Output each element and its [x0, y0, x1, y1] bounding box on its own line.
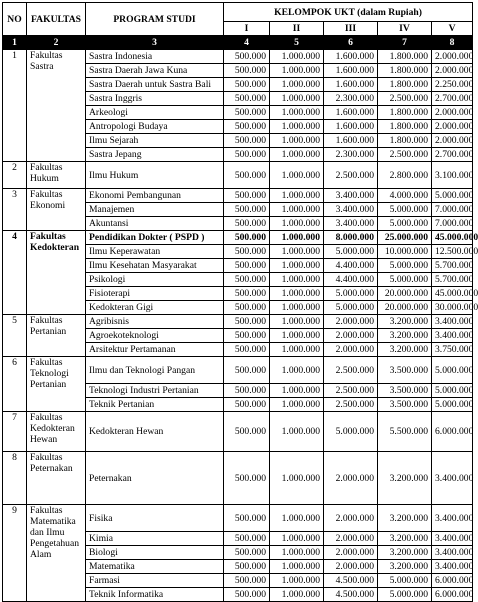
ukt-value-group-iv: 3.200.000: [378, 329, 432, 343]
column-number: 6: [324, 36, 378, 50]
ukt-value-group-iv: 3.200.000: [378, 505, 432, 532]
ukt-value-group-i: 500.000: [224, 546, 270, 560]
ukt-value-group-iv: 5.000.000: [378, 259, 432, 273]
faculty-number: 8: [3, 452, 27, 505]
ukt-value-group-v: 2.000.000: [432, 134, 473, 148]
ukt-value-group-v: 3.400.000: [432, 452, 473, 505]
ukt-value-group-i: 500.000: [224, 148, 270, 162]
ukt-value-group-v: 6.000.000: [432, 412, 473, 452]
ukt-value-group-iii: 2.000.000: [324, 546, 378, 560]
ukt-value-group-ii: 1.000.000: [270, 134, 324, 148]
header-group-i: I: [224, 22, 270, 36]
ukt-value-group-v: 5.000.000: [432, 189, 473, 203]
program-name: Teknologi Industri Pertanian: [86, 384, 224, 398]
ukt-value-group-i: 500.000: [224, 92, 270, 106]
faculty-name: Fakultas Kedokteran Hewan: [27, 412, 86, 452]
ukt-value-group-iii: 1.600.000: [324, 120, 378, 134]
program-name: Fisika: [86, 505, 224, 532]
ukt-value-group-v: 2.700.000: [432, 148, 473, 162]
column-number: 5: [270, 36, 324, 50]
program-name: Teknik Informatika: [86, 588, 224, 602]
program-name: Fisioterapi: [86, 287, 224, 301]
ukt-value-group-iv: 5.000.000: [378, 588, 432, 602]
ukt-value-group-iii: 4.400.000: [324, 273, 378, 287]
ukt-value-group-i: 500.000: [224, 315, 270, 329]
faculty-number: 6: [3, 357, 27, 412]
ukt-value-group-iv: 1.800.000: [378, 50, 432, 64]
program-name: Matematika: [86, 560, 224, 574]
ukt-value-group-iv: 10.000.000: [378, 245, 432, 259]
table-row: [3, 315, 473, 329]
ukt-value-group-iv: 3.500.000: [378, 398, 432, 412]
ukt-value-group-ii: 1.000.000: [270, 329, 324, 343]
program-name: Psikologi: [86, 273, 224, 287]
column-number: 7: [378, 36, 432, 50]
ukt-value-group-iii: 5.000.000: [324, 287, 378, 301]
ukt-value-group-iii: 5.000.000: [324, 245, 378, 259]
ukt-value-group-ii: 1.000.000: [270, 315, 324, 329]
ukt-value-group-iii: 2.000.000: [324, 452, 378, 505]
ukt-value-group-i: 500.000: [224, 203, 270, 217]
ukt-value-group-iv: 1.800.000: [378, 78, 432, 92]
ukt-value-group-iv: 5.000.000: [378, 273, 432, 287]
ukt-value-group-i: 500.000: [224, 78, 270, 92]
ukt-value-group-iii: 3.400.000: [324, 189, 378, 203]
ukt-value-group-iv: 3.200.000: [378, 343, 432, 357]
ukt-value-group-ii: 1.000.000: [270, 546, 324, 560]
ukt-value-group-ii: 1.000.000: [270, 560, 324, 574]
ukt-value-group-v: 5.000.000: [432, 384, 473, 398]
ukt-value-group-v: 3.100.000: [432, 162, 473, 189]
ukt-value-group-i: 500.000: [224, 64, 270, 78]
program-name: Sastra Jepang: [86, 148, 224, 162]
header-group-iii: III: [324, 22, 378, 36]
ukt-value-group-iv: 1.800.000: [378, 64, 432, 78]
header-fakultas: FAKULTAS: [27, 3, 86, 36]
column-number: 2: [27, 36, 86, 50]
ukt-value-group-iii: 2.000.000: [324, 560, 378, 574]
program-name: Agroekoteknologi: [86, 329, 224, 343]
ukt-value-group-v: 3.750.000: [432, 343, 473, 357]
program-name: Pendidikan Dokter ( PSPD ): [86, 231, 224, 245]
ukt-value-group-ii: 1.000.000: [270, 343, 324, 357]
ukt-value-group-ii: 1.000.000: [270, 189, 324, 203]
ukt-value-group-i: 500.000: [224, 273, 270, 287]
ukt-value-group-v: 3.400.000: [432, 532, 473, 546]
ukt-value-group-iv: 3.200.000: [378, 452, 432, 505]
header-no: NO: [3, 3, 27, 36]
ukt-value-group-i: 500.000: [224, 452, 270, 505]
table-body: [3, 50, 478, 602]
ukt-value-group-i: 500.000: [224, 245, 270, 259]
ukt-value-group-ii: 1.000.000: [270, 357, 324, 384]
faculty-number: 5: [3, 315, 27, 357]
ukt-value-group-v: 3.400.000: [432, 505, 473, 532]
faculty-name: Fakultas Matematika dan Ilmu Pengetahuan Alam: [27, 505, 86, 602]
ukt-value-group-i: 500.000: [224, 259, 270, 273]
program-name: Sastra Daerah Jawa Kuna: [86, 64, 224, 78]
program-name: Kimia: [86, 532, 224, 546]
ukt-value-group-iii: 2.000.000: [324, 343, 378, 357]
ukt-value-group-iv: 3.500.000: [378, 357, 432, 384]
ukt-value-group-iii: 2.000.000: [324, 532, 378, 546]
table-row: [3, 452, 473, 505]
ukt-value-group-i: 500.000: [224, 134, 270, 148]
ukt-value-group-v: 3.400.000: [432, 546, 473, 560]
ukt-value-group-v: 6.000.000: [432, 588, 473, 602]
table-row: [3, 189, 473, 203]
table-row: [3, 50, 473, 64]
ukt-value-group-ii: 1.000.000: [270, 64, 324, 78]
ukt-value-group-v: 2.000.000: [432, 120, 473, 134]
ukt-value-group-iii: 1.600.000: [324, 64, 378, 78]
program-name: Ilmu Hukum: [86, 162, 224, 189]
program-name: Teknik Pertanian: [86, 398, 224, 412]
ukt-value-group-iv: 3.200.000: [378, 546, 432, 560]
header-program-studi: PROGRAM STUDI: [86, 3, 224, 36]
ukt-value-group-iv: 1.800.000: [378, 106, 432, 120]
program-name: Peternakan: [86, 452, 224, 505]
ukt-value-group-iv: 3.200.000: [378, 315, 432, 329]
ukt-value-group-i: 500.000: [224, 287, 270, 301]
ukt-value-group-iii: 4.500.000: [324, 588, 378, 602]
program-name: Kedokteran Gigi: [86, 301, 224, 315]
faculty-name: Fakultas Hukum: [27, 162, 86, 189]
ukt-value-group-iv: 5.500.000: [378, 412, 432, 452]
ukt-value-group-ii: 1.000.000: [270, 259, 324, 273]
ukt-value-group-v: 30.000.000: [432, 301, 473, 315]
ukt-value-group-ii: 1.000.000: [270, 452, 324, 505]
ukt-value-group-v: 7.000.000: [432, 203, 473, 217]
ukt-value-group-i: 500.000: [224, 329, 270, 343]
ukt-value-group-i: 500.000: [224, 231, 270, 245]
ukt-value-group-iii: 5.000.000: [324, 412, 378, 452]
ukt-value-group-iii: 2.000.000: [324, 329, 378, 343]
ukt-value-group-iii: 1.600.000: [324, 106, 378, 120]
ukt-value-group-ii: 1.000.000: [270, 231, 324, 245]
ukt-value-group-i: 500.000: [224, 162, 270, 189]
ukt-value-group-iv: 5.000.000: [378, 203, 432, 217]
ukt-value-group-i: 500.000: [224, 217, 270, 231]
ukt-value-group-i: 500.000: [224, 50, 270, 64]
ukt-value-group-iii: 2.300.000: [324, 92, 378, 106]
program-name: Manajemen: [86, 203, 224, 217]
ukt-value-group-iii: 5.000.000: [324, 301, 378, 315]
ukt-value-group-i: 500.000: [224, 106, 270, 120]
faculty-number: 9: [3, 505, 27, 602]
ukt-value-group-i: 500.000: [224, 505, 270, 532]
ukt-value-group-iv: 1.800.000: [378, 134, 432, 148]
ukt-value-group-iii: 2.500.000: [324, 398, 378, 412]
ukt-value-group-iv: 2.500.000: [378, 92, 432, 106]
ukt-value-group-iv: 3.200.000: [378, 560, 432, 574]
ukt-value-group-iii: 1.600.000: [324, 78, 378, 92]
ukt-value-group-ii: 1.000.000: [270, 50, 324, 64]
ukt-value-group-ii: 1.000.000: [270, 120, 324, 134]
ukt-value-group-i: 500.000: [224, 301, 270, 315]
column-number: 3: [86, 36, 224, 50]
ukt-value-group-iv: 20.000.000: [378, 287, 432, 301]
header-row: [3, 3, 473, 22]
ukt-value-group-iii: 3.400.000: [324, 217, 378, 231]
ukt-value-group-v: 3.400.000: [432, 329, 473, 343]
ukt-value-group-iv: 25.000.000: [378, 231, 432, 245]
ukt-value-group-ii: 1.000.000: [270, 412, 324, 452]
ukt-table: [2, 2, 478, 602]
program-name: Arkeologi: [86, 106, 224, 120]
ukt-value-group-iii: 1.600.000: [324, 134, 378, 148]
table-row: [3, 357, 473, 384]
ukt-value-group-i: 500.000: [224, 560, 270, 574]
program-name: Ilmu Kesehatan Masyarakat: [86, 259, 224, 273]
faculty-number: 1: [3, 50, 27, 162]
ukt-value-group-v: 2.250.000: [432, 78, 473, 92]
column-number: 8: [432, 36, 473, 50]
ukt-value-group-i: 500.000: [224, 588, 270, 602]
ukt-value-group-ii: 1.000.000: [270, 398, 324, 412]
ukt-value-group-iii: 2.500.000: [324, 357, 378, 384]
ukt-value-group-ii: 1.000.000: [270, 106, 324, 120]
faculty-number: 2: [3, 162, 27, 189]
program-name: Farmasi: [86, 574, 224, 588]
program-name: Arsitektur Pertamanan: [86, 343, 224, 357]
faculty-name: Fakultas Teknologi Pertanian: [27, 357, 86, 412]
ukt-value-group-iii: 3.400.000: [324, 203, 378, 217]
ukt-value-group-ii: 1.000.000: [270, 148, 324, 162]
program-name: Biologi: [86, 546, 224, 560]
ukt-value-group-ii: 1.000.000: [270, 574, 324, 588]
ukt-value-group-iv: 20.000.000: [378, 301, 432, 315]
faculty-name: Fakultas Ekonomi: [27, 189, 86, 231]
ukt-value-group-i: 500.000: [224, 189, 270, 203]
ukt-value-group-ii: 1.000.000: [270, 505, 324, 532]
ukt-value-group-iv: 1.800.000: [378, 120, 432, 134]
faculty-name: Fakultas Sastra: [27, 50, 86, 162]
ukt-value-group-ii: 1.000.000: [270, 78, 324, 92]
ukt-value-group-ii: 1.000.000: [270, 301, 324, 315]
ukt-value-group-v: 3.400.000: [432, 560, 473, 574]
faculty-name: Fakultas Pertanian: [27, 315, 86, 357]
ukt-value-group-ii: 1.000.000: [270, 287, 324, 301]
ukt-value-group-v: 2.000.000: [432, 50, 473, 64]
program-name: Sastra Inggris: [86, 92, 224, 106]
program-name: Sastra Daerah untuk Sastra Bali: [86, 78, 224, 92]
ukt-value-group-iii: 4.400.000: [324, 259, 378, 273]
column-number: 4: [224, 36, 270, 50]
header-kelompok-ukt: KELOMPOK UKT (dalam Rupiah): [224, 3, 473, 22]
ukt-value-group-iii: 4.500.000: [324, 574, 378, 588]
ukt-value-group-v: 2.000.000: [432, 64, 473, 78]
header-group-iv: IV: [378, 22, 432, 36]
ukt-value-group-iii: 2.000.000: [324, 505, 378, 532]
ukt-value-group-ii: 1.000.000: [270, 532, 324, 546]
faculty-number: 3: [3, 189, 27, 231]
program-name: Kedokteran Hewan: [86, 412, 224, 452]
program-name: Ilmu Sejarah: [86, 134, 224, 148]
ukt-value-group-iv: 5.000.000: [378, 574, 432, 588]
header-group-ii: II: [270, 22, 324, 36]
faculty-number: 4: [3, 231, 27, 315]
ukt-value-group-v: 5.700.000: [432, 259, 473, 273]
ukt-value-group-i: 500.000: [224, 532, 270, 546]
ukt-value-group-iii: 2.000.000: [324, 315, 378, 329]
header-group-v: V: [432, 22, 473, 36]
ukt-value-group-iii: 8.000.000: [324, 231, 378, 245]
ukt-value-group-iii: 2.300.000: [324, 148, 378, 162]
ukt-value-group-v: 7.000.000: [432, 217, 473, 231]
ukt-value-group-iv: 3.500.000: [378, 384, 432, 398]
program-name: Sastra Indonesia: [86, 50, 224, 64]
table-row: [3, 231, 473, 245]
ukt-value-group-ii: 1.000.000: [270, 273, 324, 287]
ukt-value-group-ii: 1.000.000: [270, 162, 324, 189]
faculty-number: 7: [3, 412, 27, 452]
program-name: Agribisnis: [86, 315, 224, 329]
ukt-value-group-v: 3.400.000: [432, 315, 473, 329]
ukt-value-group-v: 2.700.000: [432, 92, 473, 106]
column-number: 1: [3, 36, 27, 50]
program-name: Ekonomi Pembangunan: [86, 189, 224, 203]
ukt-value-group-i: 500.000: [224, 412, 270, 452]
table-row: [3, 505, 473, 532]
ukt-value-group-i: 500.000: [224, 357, 270, 384]
ukt-value-group-v: 45.000.000: [432, 287, 473, 301]
ukt-value-group-i: 500.000: [224, 574, 270, 588]
column-number-row: [3, 36, 473, 50]
program-name: Ilmu dan Teknologi Pangan: [86, 357, 224, 384]
ukt-value-group-iii: 2.500.000: [324, 384, 378, 398]
ukt-value-group-iv: 2.800.000: [378, 162, 432, 189]
program-name: Akuntansi: [86, 217, 224, 231]
program-name: Ilmu Keperawatan: [86, 245, 224, 259]
ukt-value-group-ii: 1.000.000: [270, 92, 324, 106]
ukt-value-group-iii: 2.500.000: [324, 162, 378, 189]
ukt-value-group-v: 5.700.000: [432, 273, 473, 287]
table-row: [3, 412, 473, 452]
ukt-value-group-iv: 3.200.000: [378, 532, 432, 546]
ukt-value-group-v: 12.500.000: [432, 245, 473, 259]
ukt-value-group-i: 500.000: [224, 343, 270, 357]
ukt-value-group-ii: 1.000.000: [270, 245, 324, 259]
ukt-value-group-ii: 1.000.000: [270, 217, 324, 231]
ukt-value-group-ii: 1.000.000: [270, 203, 324, 217]
ukt-value-group-iii: 1.600.000: [324, 50, 378, 64]
ukt-value-group-v: 6.000.000: [432, 574, 473, 588]
ukt-value-group-iv: 4.000.000: [378, 189, 432, 203]
ukt-value-group-ii: 1.000.000: [270, 588, 324, 602]
program-name: Antropologi Budaya: [86, 120, 224, 134]
ukt-value-group-i: 500.000: [224, 120, 270, 134]
ukt-value-group-iv: 2.500.000: [378, 148, 432, 162]
table-row: [3, 162, 473, 189]
faculty-name: Fakultas Peternakan: [27, 452, 86, 505]
ukt-value-group-iv: 5.000.000: [378, 217, 432, 231]
ukt-value-group-v: 45.000.000: [432, 231, 473, 245]
ukt-value-group-i: 500.000: [224, 398, 270, 412]
faculty-name: Fakultas Kedokteran: [27, 231, 86, 315]
ukt-value-group-v: 5.000.000: [432, 357, 473, 384]
ukt-value-group-ii: 1.000.000: [270, 384, 324, 398]
ukt-value-group-v: 5.000.000: [432, 398, 473, 412]
ukt-value-group-v: 2.000.000: [432, 106, 473, 120]
ukt-value-group-i: 500.000: [224, 384, 270, 398]
